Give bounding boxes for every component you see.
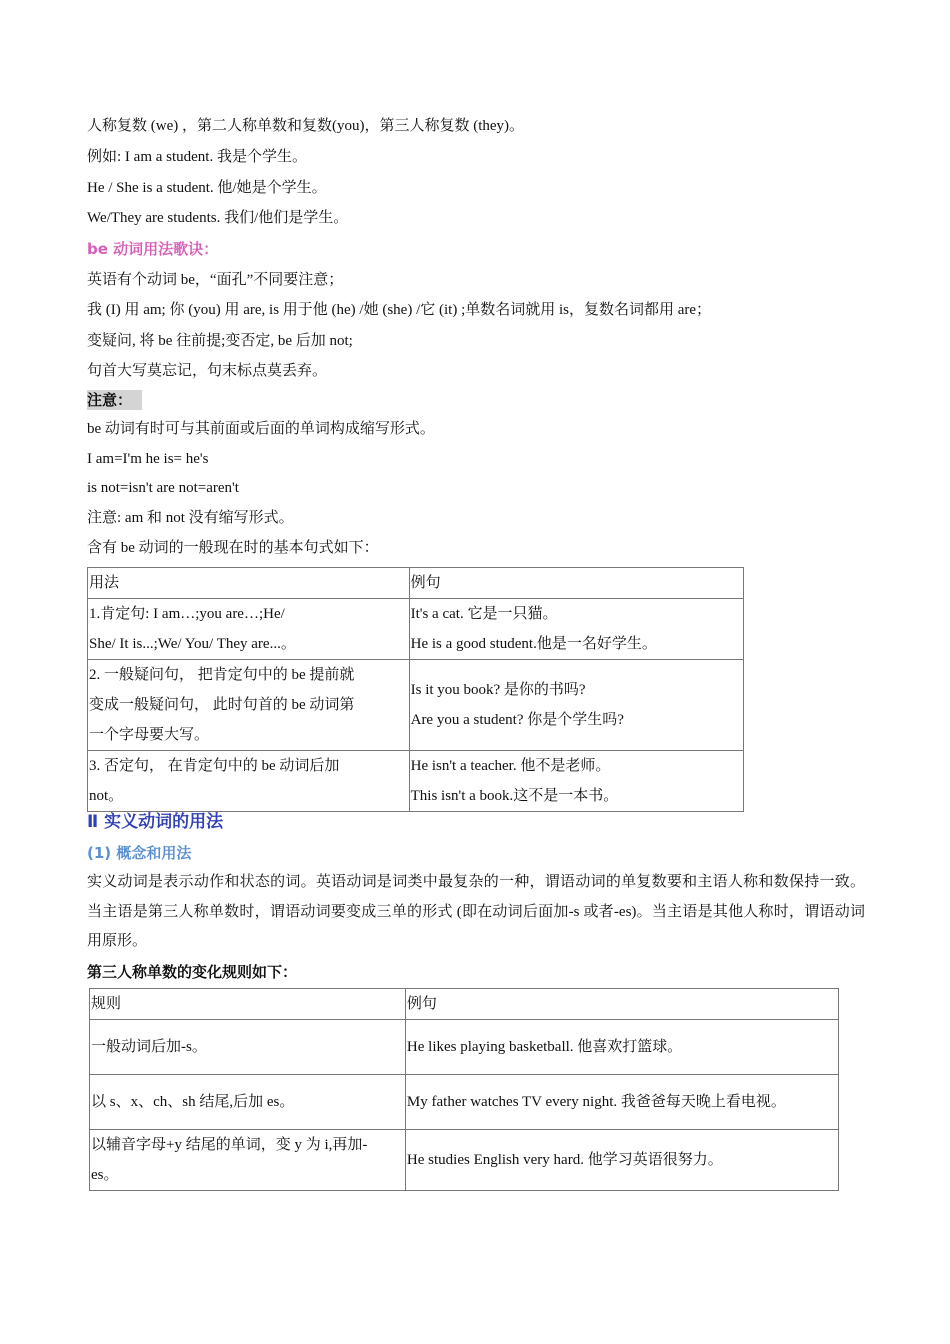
table-row xyxy=(90,1130,839,1191)
example-cell: My father watches TV every night. 我爸爸每天晚上看电视。 xyxy=(405,1075,838,1130)
text-line: 变疑问, 将 be 往前提;变否定, be 后加 not; xyxy=(87,333,353,349)
rule-cell: 以 s、x、ch、sh 结尾,后加 es。 xyxy=(90,1075,406,1130)
usage-cell: 1.肯定句: I am…;you are…;He/ She/ It is...;We/ You/ They are...。 xyxy=(88,599,410,660)
rules-heading: 第三人称单数的变化规则如下： xyxy=(87,963,298,981)
table-header-example: 例句 xyxy=(409,568,743,599)
example-cell: He likes playing basketball. 他喜欢打篮球。 xyxy=(405,1020,838,1075)
text-line: 人称复数 (we) ，第二人称单数和复数(you)，第三人称复数 (they)。 xyxy=(87,118,525,134)
section-subtitle: (1) 概念和用法 xyxy=(87,844,192,862)
table-row xyxy=(88,751,744,812)
text-line: 英语有个动词 be，“面孔”不同要注意； xyxy=(87,272,344,288)
text-line: 含有 be 动词的一般现在时的基本句式如下： xyxy=(87,540,379,556)
text-line: He / She is a student. 他/她是个学生。 xyxy=(87,180,327,196)
usage-cell: 2. 一般疑问句， 把肯定句中的 be 提前就 变成一般疑问句， 此时句首的 be 动词第 一个字母要大写。 xyxy=(88,660,410,751)
table-header-usage: 用法 xyxy=(88,568,410,599)
section-title: Ⅱ 实义动词的用法 xyxy=(87,812,224,832)
text-line: We/They are students. 我们/他们是学生。 xyxy=(87,210,349,226)
table-row xyxy=(90,1075,839,1130)
table-row xyxy=(88,660,744,751)
table-row xyxy=(90,1020,839,1075)
usage-cell: 3. 否定句， 在肯定句中的 be 动词后加 not。 xyxy=(88,751,410,812)
text-line: be 动词有时可与其前面或后面的单词构成缩写形式。 xyxy=(87,421,435,437)
body-paragraph: 实义动词是表示动作和状态的词。英语动词是词类中最复杂的一种，谓语动词的单复数要和主语人称和数保持一致。当主语是第三人称单数时，谓语动词要变成三单的形式 (即在动词后面加-s 或者-es)。当主语是其他人称时，谓语动词用原形。 xyxy=(87,874,865,949)
table-header-example: 例句 xyxy=(405,989,838,1020)
text-line: 注意: am 和 not 没有缩写形式。 xyxy=(87,510,294,526)
table-row xyxy=(88,599,744,660)
text-line: 句首大写莫忘记，句末标点莫丢弃。 xyxy=(87,363,328,379)
table-header-rule: 规则 xyxy=(90,989,406,1020)
note-heading: 注意： xyxy=(87,390,142,410)
rhyme-heading: be 动词用法歌诀： xyxy=(87,240,219,258)
rule-cell: 一般动词后加-s。 xyxy=(90,1020,406,1075)
third-person-rules-table xyxy=(89,988,839,1191)
rule-cell: 以辅音字母+y 结尾的单词，变 y 为 i,再加- es。 xyxy=(90,1130,406,1191)
example-cell: He studies English very hard. 他学习英语很努力。 xyxy=(405,1130,838,1191)
text-line: 我 (I) 用 am; 你 (you) 用 are, is 用于他 (he) /她 (she) /它 (it) ;单数名词就用 is，复数名词都用 are； xyxy=(87,302,712,318)
text-line: is not=isn't are not=aren't xyxy=(87,480,239,496)
example-cell: Is it you book? 是你的书吗? Are you a student? 你是个学生吗? xyxy=(409,660,743,751)
be-verb-table xyxy=(87,567,744,812)
example-cell: He isn't a teacher. 他不是老师。 This isn't a book.这不是一本书。 xyxy=(409,751,743,812)
text-line: 例如: I am a student. 我是个学生。 xyxy=(87,149,307,165)
text-line: I am=I'm he is= he's xyxy=(87,451,209,467)
example-cell: It's a cat. 它是一只猫。 He is a good student.他是一名好学生。 xyxy=(409,599,743,660)
